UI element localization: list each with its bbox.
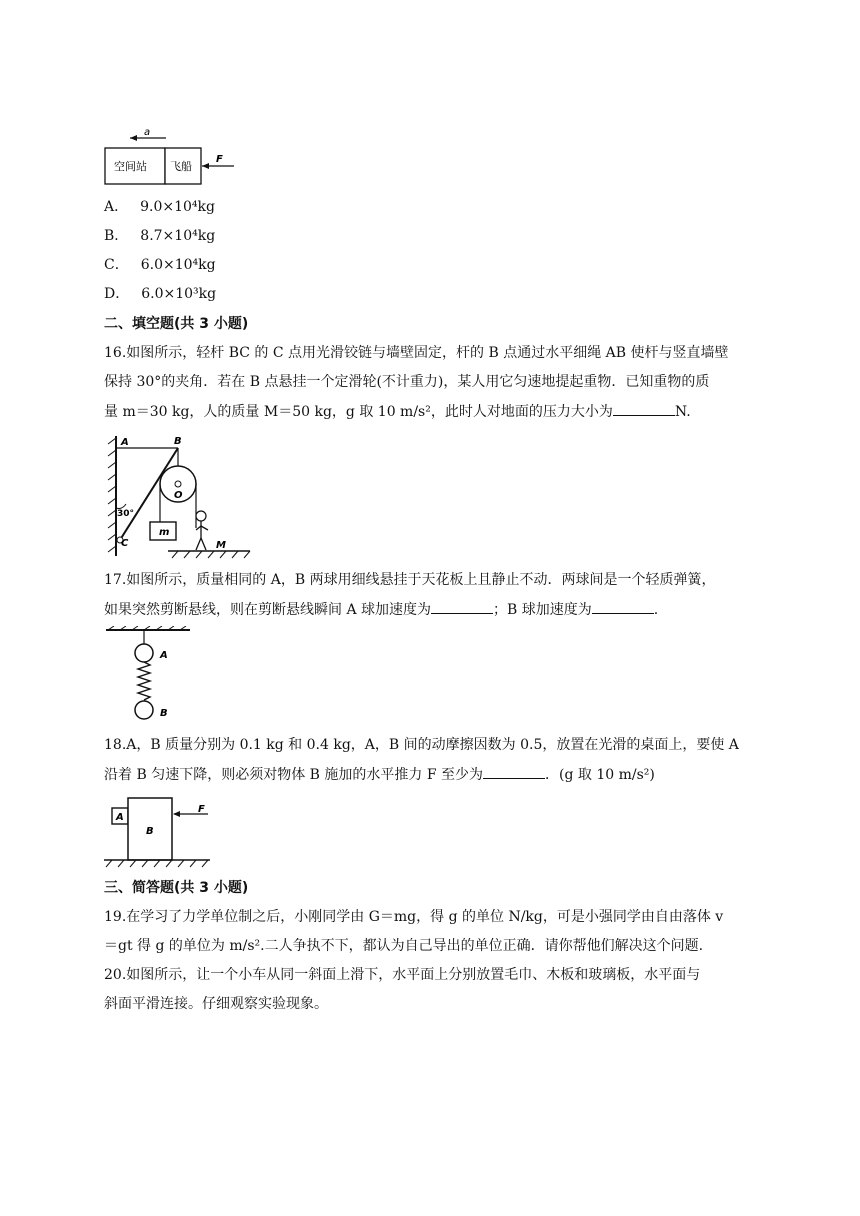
q16-line1: 16.如图所示，轻杆 BC 的 C 点用光滑铰链与墙壁固定，杆的 B 点通过水平细绳 AB 使杆与竖直墙壁 <box>104 345 729 361</box>
q17-line2: 如果突然剪断悬线，则在剪断悬线瞬间 A 球加速度为 ；B 球加速度为 . <box>104 599 658 620</box>
label-ball-a: A <box>160 650 168 661</box>
table-hatch <box>106 860 208 867</box>
accel-label: a <box>144 128 151 138</box>
section-heading-short: 三、简答题(共 3 小题) <box>104 880 249 896</box>
answer-blank-a[interactable] <box>431 599 493 614</box>
q17-line1: 17.如图所示，质量相同的 A，B 两球用细线悬挂于天花板上且静止不动．两球间是一个轻质弹簧， <box>104 572 716 588</box>
label-b: B <box>174 436 182 447</box>
q20-line1: 20.如图所示，让一个小车从同一斜面上滑下，水平面上分别放置毛巾、木板和玻璃板，水平面与 <box>104 967 701 983</box>
ball-a <box>135 644 153 662</box>
angle-arc <box>116 504 126 509</box>
wall-hatch <box>108 438 116 552</box>
q16-line2: 保持 30°的夹角．若在 B 点悬挂一个定滑轮(不计重力)，某人用它匀速地提起重物．已知重物的质 <box>104 374 710 390</box>
label-f: F <box>198 804 205 815</box>
option-d: D． 6.0×10³kg <box>104 286 217 302</box>
section-heading-fill: 二、填空题(共 3 小题) <box>104 316 249 332</box>
label-a: A <box>121 437 129 448</box>
force-arrowhead <box>173 811 180 817</box>
ground-hatch <box>172 551 250 558</box>
label-ball-b: B <box>160 708 168 719</box>
force-arrowhead <box>202 163 209 169</box>
label-b: B <box>146 826 154 837</box>
label-angle: 30° <box>117 509 135 519</box>
figure-spring-balls <box>104 626 194 722</box>
ball-b <box>135 701 153 719</box>
label-a: A <box>116 812 124 823</box>
station-label: 空间站 <box>114 160 147 173</box>
label-m: m <box>159 527 170 538</box>
option-b: B． 8.7×10⁴kg <box>104 228 216 244</box>
figure-rod-pulley <box>104 432 254 560</box>
label-c: C <box>121 538 129 549</box>
answer-blank-b[interactable] <box>592 599 654 614</box>
ship-label: 飞船 <box>170 160 192 173</box>
spring <box>138 662 150 700</box>
man-body <box>196 521 208 550</box>
q20-line2: 斜面平滑连接。仔细观察实验现象。 <box>104 996 328 1012</box>
pulley-axle <box>175 481 181 487</box>
q19-line1: 19.在学习了力学单位制之后，小刚同学由 G＝mg，得 g 的单位 N/kg，可是小强同学由自由落体 v <box>104 909 724 925</box>
answer-blank[interactable] <box>483 764 545 779</box>
q18-line1: 18.A，B 质量分别为 0.1 kg 和 0.4 kg，A，B 间的动摩擦因数为 0.5，放置在光滑的桌面上，要使 A <box>104 737 739 753</box>
q19-line2: ＝gt 得 g 的单位为 m/s².二人争执不下，都认为自己导出的单位正确．请你帮他们解决这个问题. <box>104 938 704 954</box>
figure-blocks <box>104 794 214 870</box>
q16-line3: 量 m＝30 kg，人的质量 M＝50 kg，g 取 10 m/s²，此时人对地面的压力大小为 N. <box>104 401 691 422</box>
figure-station-ship <box>104 128 244 188</box>
q18-line2: 沿着 B 匀速下降，则必须对物体 B 施加的水平推力 F 至少为 ．(g 取 10 m/s²) <box>104 764 655 785</box>
force-label: F <box>216 154 223 165</box>
label-man-m: M <box>216 540 226 551</box>
answer-blank[interactable] <box>613 401 675 416</box>
option-a: A． 9.0×10⁴kg <box>104 199 215 215</box>
accel-arrowhead <box>130 135 137 141</box>
option-c: C． 6.0×10⁴kg <box>104 257 216 273</box>
label-o: O <box>174 490 183 501</box>
man-head <box>196 511 206 521</box>
